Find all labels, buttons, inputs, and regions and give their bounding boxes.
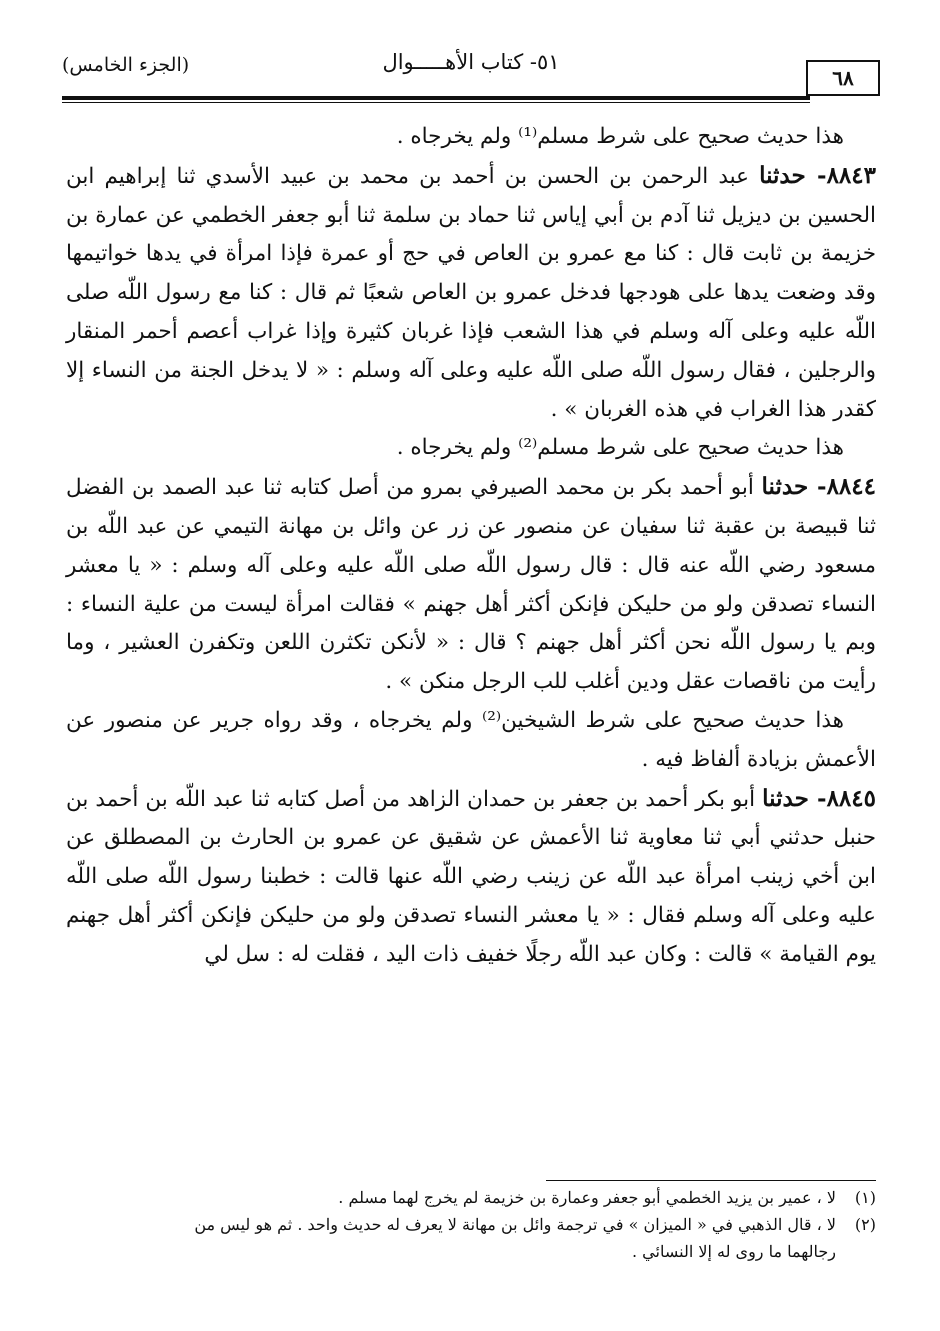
- grading-note: هذا حديث صحيح على شرط مسلم⁽²⁾ ولم يخرجاه .: [396, 435, 844, 461]
- footnote-rule: [546, 1180, 876, 1181]
- grading-note: هذا حديث صحيح على شرط الشيخين⁽²⁾ ولم يخرجاه ، وقد رواه جرير عن منصور عن الأعمش بزيادة ألفاظ فيه .: [66, 707, 876, 772]
- footnote-text: لا ، قال الذهبي في « الميزان » في ترجمة وائل بن مهانة لا يعرف له حديث واحد . ثم هو ليس من: [194, 1215, 836, 1234]
- hadith-paragraph: [66, 780, 876, 975]
- book-title: ٥١- كتاب الأهـــــوال: [382, 50, 560, 74]
- footnote-label: (٢): [854, 1215, 876, 1234]
- footnote: [66, 1184, 876, 1211]
- hadith-paragraph: [66, 468, 876, 702]
- main-text: [66, 118, 876, 975]
- hadith-number: ٨٨٤٣- حدثنا: [759, 161, 876, 189]
- volume-label: (الجزء الخامس): [62, 54, 190, 76]
- hadith-paragraph: [66, 157, 876, 430]
- hadith-number: ٨٨٤٥- حدثنا: [762, 784, 876, 812]
- footnote-label: (١): [854, 1188, 876, 1207]
- footnotes: [66, 1184, 876, 1265]
- footnote-text: لا ، عمير بن يزيد الخطمي أبو جعفر وعمارة بن خزيمة لم يخرج لهما مسلم .: [338, 1188, 836, 1207]
- hadith-number: ٨٨٤٤- حدثنا: [761, 473, 876, 501]
- header-rule: [62, 96, 810, 100]
- header-rule-thin: [62, 102, 810, 103]
- hadith-text: عبد الرحمن بن الحسن بن أحمد بن محمد بن عبيد الأسدي ثنا إبراهيم ابن الحسين بن ديزيل ثنا آدم بن أبي إياس ثنا حماد بن سلمة ثنا أبو جعفر الخطمي عن عمارة بن خزيمة بن ثابت قال : كنا مع عمرو بن العاص في حج أو عمرة فإذا امرأة في يدها خواتيمها وقد وضعت يدها على هودجها فدخل عمرو بن العاص شعبًا ثم قال : كنا مع رسول اللّه صلى اللّه عليه وعلى آله وسلم في هذا الشعب فإذا غربان كثيرة وإذا غراب أعصم أحمر المنقار والرجلين ، فقال رسول اللّه صلى اللّه عليه وعلى آله وسلم : « لا يدخل الجنة من النساء إلا كقدر هذا الغراب في هذه الغربان » .: [66, 163, 876, 422]
- hadith-text: أبو أحمد بكر بن محمد الصيرفي بمرو من أصل كتابه ثنا عبد الصمد بن الفضل ثنا قبيصة بن عقبة ثنا سفيان عن منصور عن زر عن وائل بن مهانة التيمي عن عبد اللّه بن مسعود رضي اللّه عنه قال : قال رسول اللّه صلى اللّه عليه وعلى آله وسلم : « يا معشر النساء تصدقن ولو من حليكن فإنكن أكثر أهل جهنم » فقالت امرأة ليست من علية النساء : وبم يا رسول اللّه نحن أكثر أهل جهنم ؟ قال : « لأنكن تكثرن اللعن وتكفرن العشير ، وما رأيت من ناقصات عقل ودين أغلب للب الرجل منكن » .: [66, 475, 876, 695]
- page-header: [62, 40, 880, 102]
- grading-note: هذا حديث صحيح على شرط مسلم⁽¹⁾ ولم يخرجاه .: [396, 124, 844, 149]
- page-number: ٦٨: [806, 60, 880, 96]
- footnote-continuation: رجالهما ما روى له إلا النسائي .: [632, 1242, 836, 1261]
- hadith-text: أبو بكر أحمد بن جعفر بن حمدان الزاهد من أصل كتابه ثنا عبد اللّه بن أحمد بن حنبل حدثني أبي ثنا معاوية ثنا الأعمش عن شقيق عن عمرو بن الحارث بن المصطلق عن ابن أخي زينب امرأة عبد اللّه عن زينب رضي اللّه عنها قالت : خطبنا رسول اللّه صلى اللّه عليه وعلى آله وسلم فقال : « يا معشر النساء تصدقن ولو من حليكن فإنكن أكثر أهل جهنم يوم القيامة » قالت : وكان عبد اللّه رجلًا خفيف ذات اليد ، فقلت له : سل لي: [66, 786, 876, 967]
- footnote: [66, 1211, 876, 1238]
